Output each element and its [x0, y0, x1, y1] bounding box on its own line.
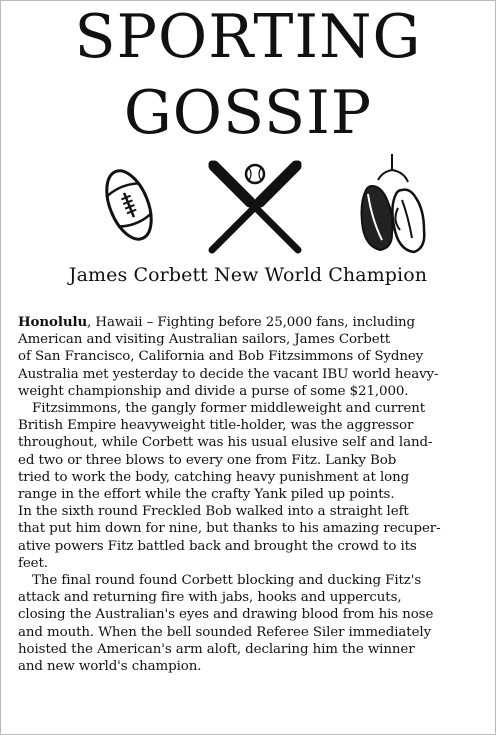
paragraph-2-line: that put him down for nine, but thanks to his amazing recuper- — [18, 521, 441, 537]
boxing-gloves-icon — [352, 150, 432, 260]
dateline: Honolulu — [18, 314, 88, 330]
crossed-baseball-bats-icon — [200, 156, 310, 256]
paragraph-2-line: Fitzsimmons, the gangly former middleweight and current — [32, 401, 425, 417]
sports-icons-row — [0, 150, 496, 260]
paragraph-1-line: American and visiting Australian sailors, James Corbett — [18, 332, 391, 348]
paragraph-2-line: tried to work the body, catching heavy punishment at long — [18, 469, 410, 485]
paragraph-2-line: throughout, while Corbett was his usual elusive self and land- — [18, 435, 433, 451]
paragraph-1-line: of San Francisco, California and Bob Fitzsimmons of Sydney — [18, 349, 424, 365]
paragraph-1 — [18, 314, 486, 400]
paragraph-3-line: attack and returning fire with jabs, hooks and uppercuts, — [18, 590, 402, 606]
masthead-line-1: SPORTING — [74, 2, 422, 72]
paragraph-1-line: , Hawaii – Fighting before 25,000 fans, including — [87, 315, 416, 330]
masthead-line-2: GOSSIP — [123, 78, 373, 148]
paragraph-2-line: feet. — [18, 555, 48, 571]
football-icon — [98, 164, 160, 246]
paragraph-1-line: Australia met yesterday to decide the vacant IBU world heavy- — [18, 366, 439, 382]
paragraph-3-line: The final round found Corbett blocking and ducking Fitz's — [32, 573, 422, 589]
article-body — [18, 314, 486, 675]
paragraph-2-line: ative powers Fitz battled back and brought the crowd to its — [18, 538, 417, 554]
paragraph-3 — [18, 572, 486, 675]
paragraph-2-line: range in the effort while the crafty Yank piled up points. — [18, 487, 395, 503]
paragraph-3-line: and mouth. When the bell sounded Referee Siler immediately — [18, 624, 432, 640]
paragraph-2-line: In the sixth round Freckled Bob walked into a straight left — [18, 504, 409, 520]
paragraph-2 — [18, 400, 486, 572]
masthead-title — [0, 2, 496, 148]
paragraph-2-line: British Empire heavyweight title-holder, was the aggressor — [18, 418, 414, 434]
paragraph-3-line: and new world's champion. — [18, 659, 202, 675]
paragraph-2-line: ed two or three blows to every one from Fitz. Lanky Bob — [18, 452, 397, 468]
paragraph-3-line: hoisted the American's arm aloft, declaring him the winner — [18, 641, 415, 657]
article-headline: James Corbett New World Champion — [68, 264, 428, 286]
paragraph-1-line: weight championship and divide a purse of some $21,000. — [18, 383, 409, 399]
paragraph-3-line: closing the Australian's eyes and drawing blood from his nose — [18, 607, 434, 623]
